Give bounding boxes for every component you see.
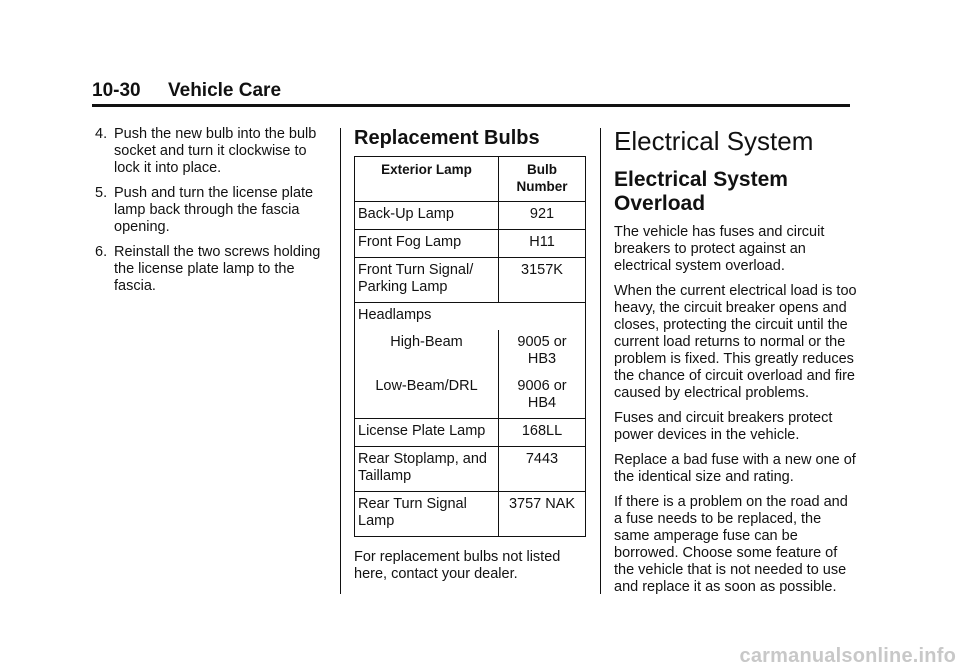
bulb-cell: H11 [499,230,586,258]
lamp-cell: Front Turn Signal/ Parking Lamp [355,258,499,303]
replacement-note: For replacement bulbs not listed here, contact your dealer. [354,549,561,582]
table-row [355,202,586,230]
bulb-cell: 3157K [499,258,586,303]
step-text: Push the new bulb into the bulb socket and turn it clockwise to lock it into place. [114,126,317,176]
lamp-cell: Rear Stoplamp, and Taillamp [355,447,499,492]
lamp-cell: Rear Turn Signal Lamp [355,492,499,537]
bulb-cell: 168LL [499,419,586,447]
table-row [355,419,586,447]
bulb-cell: 9005 or HB3 [499,330,586,374]
table-row [355,303,586,331]
paragraph: The vehicle has fuses and circuit breakers to protect against an electrical system overload. [614,224,825,274]
column-divider-1 [340,128,341,594]
bulb-cell: 921 [499,202,586,230]
lamp-cell: Front Fog Lamp [355,230,499,258]
step-text: Push and turn the license plate lamp back through the fascia opening. [114,185,314,235]
step-text: Reinstall the two screws holding the license plate lamp to the fascia. [114,244,321,294]
section-title: Vehicle Care [168,80,282,101]
paragraph: Replace a bad fuse with a new one of the identical size and rating. [614,452,856,485]
paragraph: When the current electrical load is too heavy, the circuit breaker opens and closes, protecting the circuit until the current load returns to normal or the problem is fixed. This greatly reduces the chance of circuit overload and fire caused by electrical problems. [614,283,857,401]
list-item [95,185,331,236]
step-number: 5. [95,185,108,201]
table-header-row [355,157,586,202]
table-row [355,447,586,492]
bulb-table [354,156,586,537]
page-number: 10-30 [92,80,141,101]
group-cell: Headlamps [355,303,586,331]
paragraph: Fuses and circuit breakers protect power devices in the vehicle. [614,410,833,443]
bulb-cell: 7443 [499,447,586,492]
column-replacement-bulbs [354,126,586,591]
column-header-lamp: Exterior Lamp [355,157,499,202]
bulb-cell: 3757 NAK [499,492,586,537]
column-header-bulb: Bulb Number [499,157,586,202]
column-divider-2 [600,128,601,594]
page-header [92,80,850,102]
table-row [355,330,586,374]
column-steps [95,126,331,303]
step-number: 6. [95,244,108,260]
overload-subheading: Electrical System Overload [614,168,788,215]
step-list [95,126,331,295]
table-row [355,492,586,537]
lamp-cell: License Plate Lamp [355,419,499,447]
header-rule [92,104,850,107]
step-number: 4. [95,126,108,142]
list-item [95,244,331,295]
paragraph: If there is a problem on the road and a fuse needs to be replaced, the same amperage fuse can be borrowed. Choose some feature of the vehicle that is not needed to use and replace it as soon as possible. [614,494,848,595]
column-electrical [614,126,858,604]
bulb-cell: 9006 or HB4 [499,374,586,419]
table-row [355,230,586,258]
list-item [95,126,331,177]
lamp-cell: Low-Beam/DRL [355,374,499,419]
table-row [355,258,586,303]
lamp-cell: High-Beam [355,330,499,374]
table-row [355,374,586,419]
lamp-cell: Back-Up Lamp [355,202,499,230]
replacement-bulbs-heading: Replacement Bulbs [354,127,540,149]
watermark: carmanualsonline.info [739,645,956,667]
electrical-system-heading: Electrical System [614,126,814,156]
